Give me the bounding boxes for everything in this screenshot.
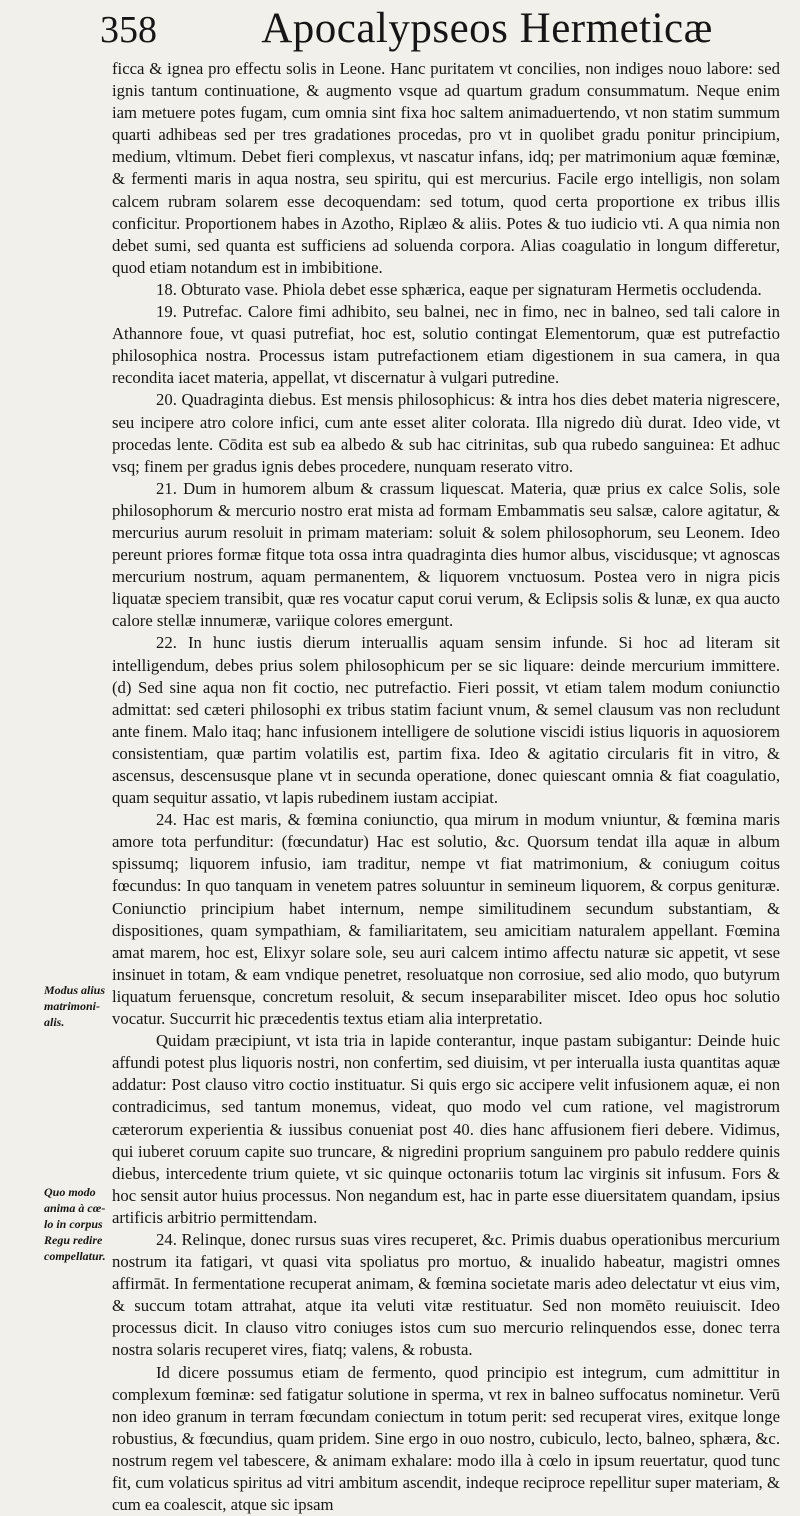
page-number: 358 xyxy=(100,9,157,51)
margin-note-line: Regu redire xyxy=(44,1233,103,1247)
paragraph-22: 22. In hunc iustis dierum interuallis aquam sensim infunde. Si hoc ad literam sit intelligendum, debes prius solem philosophicum per se sic liquare: deinde mercurium immittere. (d) Sed sine aqua non fit coctio, nec putrefactio. Fieri possit, vt etiam talem modum coniunctio admittat: sed cæteri philosophi ex tribus statim faciunt vnum, & semel clausum vas non recludunt ante finem. Malo itaq; hanc infusionem intelligere de solutione viscidi istius liquoris in aquosiorem consistentiam, quæ partim volatilis est, partim fixa. Ideo & agitatio circularis fit in vitro, & ascensus, descensusque plane vt in secunda operatione, donec quiescant omnia & fiat coagulatio, quam sequitur assatio, vt lapis rubedinem iustam accipiat. xyxy=(112,633,780,808)
margin-note-line: compellatur. xyxy=(44,1249,106,1263)
paragraph-last: Id dicere possumus etiam de fermento, quod principio est integrum, cum admittitur in complexum fœminæ: sed fatigatur solutione in sperma, vt rex in balneo suffocatus nominetur. Verū non ideo granum in terram fœcundam coniectum in totum perit: sed recuperat vires, exitque longe robustius, & fœcundius, quam pridem. Sine ergo in ouo nostro, cubiculo, lecto, balneo, sphæra, &c. nostrum regem vel tabescere, & animam exhalare: modo illa à cœlo in ipsum reuertatur, quod tunc fit, cum volaticus spiritus ad vitri ambitum ascendit, indeque reciproce repellitur super materiam, & cum ea coalescit, atque sic ipsam xyxy=(112,1362,780,1515)
paragraph-24b: 24. Relinque, donec rursus suas vires recuperet, &c. Primis duabus operationibus mercurium nostrum ita fatigari, vt quasi vita spoliatus pro mortuo, & inualido habeatur, magistri omnes affirmāt. In fermentatione recuperat animam, & fœmina societate maris adeo delectatur vt eius vim, & succum totam attrahat, atque ita veluti vitæ restituatur. Sed non momēto reuiuiscit. Ideo processus dicit. In clauso vitro coniuges istos cum suo mercurio relinquendos esse, donec terra nostra solaris recuperet vires, fiatq; valens, & robusta. xyxy=(112,1229,780,1360)
running-head xyxy=(100,6,778,52)
paragraph-21: 21. Dum in humorem album & crassum liquescat. Materia, quæ prius ex calce Solis, sole philosophorum & mercurio nostro erat mista ad formam Embammatis seu salsæ, calore agitatur, & mercurius aurum resoluit in primam materiam: soluit & solem philosophorum, seu Leonem. Ideo pereunt priores formæ fitque tota ossa intra quadraginta dies humor albus, viscidusque; vt agnoscas mercurium nostrum, aquam permanentem, & liquorem vnctuosum. Postea vero in nigra picis liquatæ speciem transibit, quæ res vocatur caput corui verum, & Eclipsis solis & lunæ, ex qua aucto calore stellæ innumeræ, variique colores emergunt. xyxy=(112,478,780,631)
margin-note-line: matrimoni- xyxy=(44,999,101,1013)
paragraph-quidam: Quidam præcipiunt, vt ista tria in lapide conterantur, inque pastam subigantur: Deinde huic affundi potest plus liquoris nostri, non confertim, sed diuisim, vt per interualla iusta quantitas aquæ addatur: Post clauso vitro coctio instituatur. Si quis ergo sic accipere velit infusionem aquæ, ei non contradicimus, sed tantum monemus, videat, quo modo vel cum ratione, vel magistrorum cæterorum experientia & iussibus conueniat post 40. dies hanc affusionem fieri debere. Vidimus, qui iuberet coruum capite suo truncare, & nigredini proprium sanguinem pro pabulo reddere quinis diebus, intercedente trium quiete, vt sic quinque octonariis totum lac virginis sit infusum. Fors & hoc sensit autor huius processus. Non negandum est, hac in parte esse diuersitatem quandam, ipsius artificis arbitrio permittendam. xyxy=(112,1031,780,1227)
margin-note-modus-alius xyxy=(44,982,110,1030)
margin-notes xyxy=(0,0,112,1489)
paragraph-24a: 24. Hac est maris, & fœmina coniunctio, qua mirum in modum vniuntur, & fœmina maris amore tota perfunditur: (fœcundatur) Hac est solutio, &c. Quorsum tendat illa aquæ in album spissumq; liquorem infusio, iam traditur, nempe vt fiat matrimonium, & coniugum coitus fœcundus: In quo tanquam in venetem patres soluuntur in semineum liquorem, & corpus genituræ. Coniunctio principium habet internum, nempe similitudinem secundum substantiam, & dispositiones, quam sympathiam, & familiaritatem, seu amicitiam naturalem appellant. Fœmina amat marem, hoc est, Elixyr solare sole, seu auri calcem intimo affectu naturæ sic appetit, vt sese insinuet in totam, & eam vndique penetret, resoluatque non corrosiue, sed alio modo, quo butyrum liquatum feruensque, concretum resoluit, & secum inseparabiliter miscet. Ideo opus hoc solutio vocatur. Succurrit hic præcedentis textus etiam alia interpretatio. xyxy=(112,810,780,1029)
margin-note-line: Modus alius xyxy=(44,983,106,997)
paragraph-18: 18. Obturato vase. Phiola debet esse sphærica, eaque per signaturam Hermetis occludenda. xyxy=(156,279,762,299)
paragraph-intro: ficca & ignea pro effectu solis in Leone. Hanc puritatem vt concilies, non indiges nouo labore: sed ignis tantum continuatione, & augmento vsque ad quartum gradum consummatum. Neque enim iam metuere potes fugam, cum omnia sint fixa hoc saltem animaduertendo, vt non statim summum quarti adhibeas sed per tres gradationes procedas, pro vt in quolibet gradu ponitur principium, medium, vltimum. Debet fieri complexus, vt nascatur infans, idq; per matrimonium aquæ fœminæ, & fermenti maris in aqua nostra, seu spiritu, qui est mercurius. Facile ergo intelligis, non solam calcem rubram solarem esse decoquendam: sed totum, quod certa proportione ex tribus illis conficitur. Proportionem habes in Azotho, Riplæo & aliis. Potes & tuo iudicio vti. A qua nimia non debet sumi, sed quanta est sufficiens ad soluenda corpora. Alias coagulatio in longum differetur, quod etiam notandum est in imbibitione. xyxy=(112,59,780,277)
margin-note-quo-modo xyxy=(44,1184,110,1264)
margin-note-line: lo in corpus xyxy=(44,1217,103,1231)
paragraph-20: 20. Quadraginta diebus. Est mensis philosophicus: & intra hos dies debet materia nigrescere, seu incipere atro colore infici, cum ante esset aliter colorata. Illa nigredo diù durat. Ideo vide, vt procedas lente. Cōdita est sub ea albedo & sub hac citrinitas, sub qua rubedo sanguinea: Et adhuc vsq; finem per gradus ignis debes procedere, nunquam reserato vitro. xyxy=(112,390,780,476)
margin-note-line: Quo modo xyxy=(44,1185,96,1199)
running-title: Apocalypseos Hermeticæ xyxy=(261,5,713,52)
paragraph-19: 19. Putrefac. Calore fimi adhibito, seu balnei, nec in fimo, nec in balneo, sed tali calore in Athannore foue, vt quasi putrefiat, hoc est, solutio contingat Elementorum, quæ est putrefactio philosophica nostra. Processus istam putrefactionem etiam digestionem in sua camera, in qua recondita iacet materia, appellat, vt discernatur à vulgari putredine. xyxy=(112,302,780,388)
margin-note-line: alis. xyxy=(44,1015,65,1029)
body-text xyxy=(112,58,780,1515)
margin-note-line: anima à cœ- xyxy=(44,1201,106,1215)
